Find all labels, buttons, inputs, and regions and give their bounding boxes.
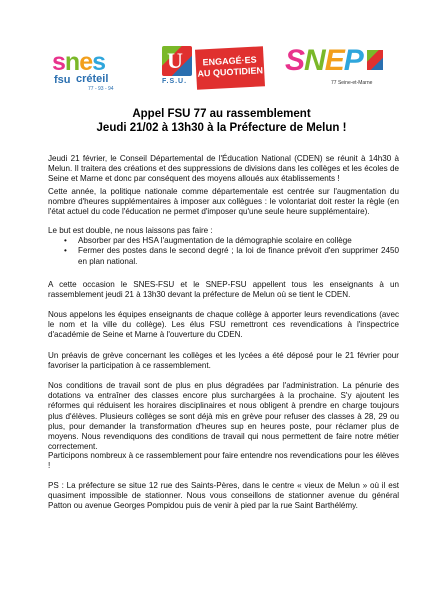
snep-fsu-mark [367,50,383,70]
bullet-dot-icon: • [64,236,67,246]
paragraph-cden: Jeudi 21 février, le Conseil Départemental de l'Éducation National (CDEN) se réunit à 14h30 à Melun. Il traitera des créations et des suppressions de divisions dans les collèges et les écoles de Seine et Marne et donc par conséquent des moyens alloués aux établissements ! [48,154,399,184]
snep-dept-label: 77 Seine-et-Marne [331,80,373,86]
bullet-text: Absorber par des HSA l'augmentation de la démographie scolaire en collège [78,236,352,246]
fsu-logo-text: F.S.U. [162,78,188,85]
paragraph-but [48,226,399,267]
snes-dept-label: 77 - 93 - 94 [88,86,114,92]
paragraph-preavis: Un préavis de grève concernant les collèges et les lycées a été déposé pour le 21 février pour favoriser la participation à ce rassemblement. [48,351,399,371]
engage-line2: AU QUOTIDIEN [197,65,264,79]
logo-header [0,0,443,100]
but-intro: Le but est double, ne nous laissons pas faire : [48,226,213,235]
fsu-logo-letter: U [167,48,183,73]
bullet-list [48,236,399,267]
fsu-logo [160,46,194,90]
document-title: Appel FSU 77 au rassemblement [132,108,311,120]
snes-fsu-label: fsu [54,74,71,86]
bullet-item [64,236,399,246]
snes-city-label: créteil [76,73,109,85]
snes-logo-word: snes [52,48,105,76]
snep-fsu-logo [285,44,390,98]
paragraph-appel: A cette occasion le SNES-FSU et le SNEP-FSU appellent tous les enseignants à un rassemblement jeudi 21 à 13h30 devant la préfecture de Melun où se tient le CDEN. [48,280,399,300]
paragraph-revendications: Nous appelons les équipes enseignants de chaque collège à apporter leurs revendications (avec le nom et la ville du collège). Les élus FSU remettront ces revendications à l'inspectrice d'académie de Seine et Marne à l'ouverture du CDEN. [48,310,399,340]
snes-fsu-creteil-logo [52,48,132,96]
document-subtitle: Jeudi 21/02 à 13h30 à la Préfecture de Melun ! [96,122,347,134]
snep-logo-word: SNEP [285,44,363,77]
bullet-dot-icon: • [64,246,67,256]
paragraph-politique: Cette année, la politique nationale comme départementale est centrée sur l'augmentation du nombre d'heures supplémentaires à imposer aux collègues : le volontariat doit rester la règle (en l'état actuel du code l'éducation ne permet d'imposer qu'une seule heure supplémentaire). [48,187,399,217]
bullet-text: Fermer des postes dans le second degré ; la loi de finance prévoit d'en supprimer 2450 en plan national. [78,246,399,266]
paragraph-conditions: Nos conditions de travail sont de plus en plus dégradées par l'administration. La pénurie des dotations va entraîner des classes encore plus surchargées à la prochaine. S'y ajoutent les réformes qui réduisent les horaires disciplinaires et nous obligent à prendre en charge toujours plus d'élèves. Plusieurs collèges se sont déjà mis en grève pour refuser des classes à 28, 29 ou plus, pour demander la transformation d'heures sup en heures poste, pour réclamer plus de moyens. Nous revendiquons des conditions de travail qui nous permettent de faire notre métier correctement. [48,381,399,452]
engage-badge [195,46,265,90]
engage-line1: ENGAGÉ·ES [202,54,257,68]
paragraph-participons: Participons nombreux à ce rassemblement pour faire entendre nos revendications pour les élèves ! [48,451,399,471]
bullet-item [64,246,399,266]
paragraph-ps: PS : La préfecture se situe 12 rue des Saints-Pères, dans le centre « vieux de Melun » où il est quasiment impossible de stationner. Nous vous conseillons de stationner avenue du général Patton ou avenue Georges Pompidou puis de venir à pied par la rue Saint Barthélémy. [48,481,399,511]
